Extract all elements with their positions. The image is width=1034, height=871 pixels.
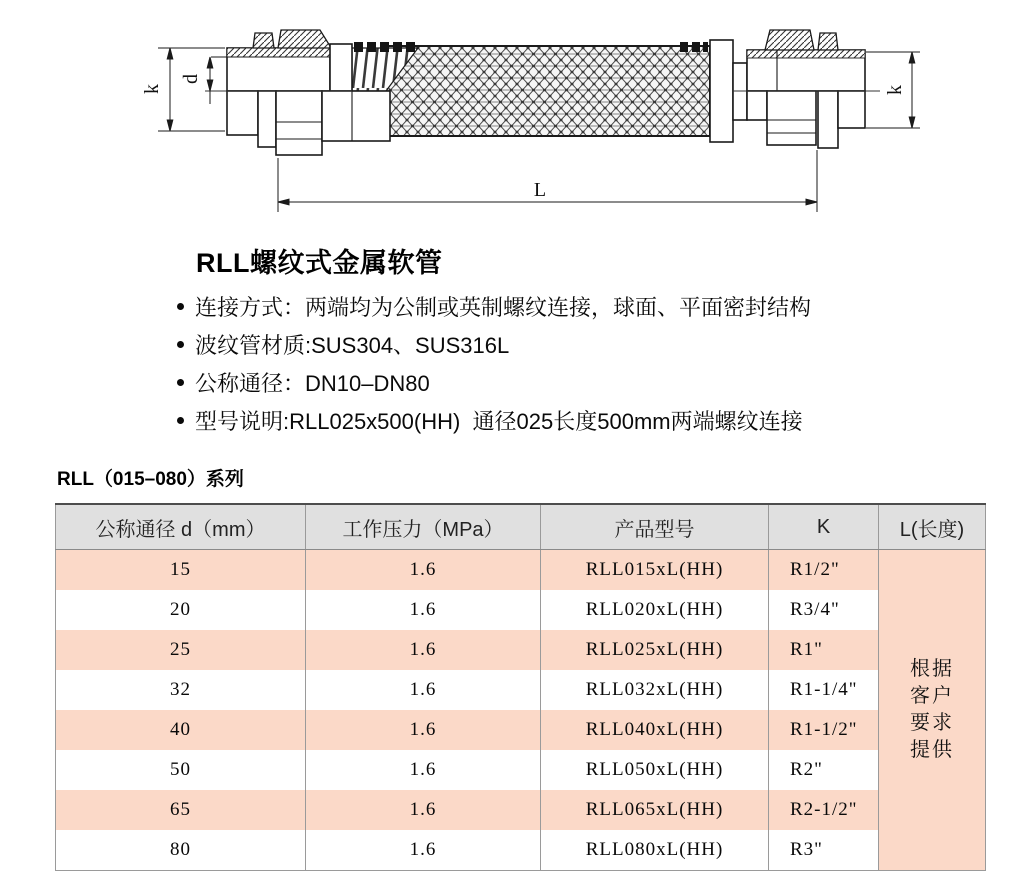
cell-model: RLL015xL(HH): [541, 550, 769, 591]
length-note-line: 根据: [910, 658, 954, 680]
list-item: [177, 363, 811, 401]
thread-profile: [818, 33, 838, 50]
cell-pressure: 1.6: [306, 550, 541, 591]
table-row: [56, 710, 986, 750]
bullet-text: 波纹管材质:SUS304、SUS316L: [195, 332, 510, 358]
cell-pressure: 1.6: [306, 790, 541, 830]
cell-model: RLL040xL(HH): [541, 710, 769, 750]
list-item: [177, 401, 811, 439]
table-row: [56, 550, 986, 591]
bullet-text: 连接方式：两端均为公制或英制螺纹连接，球面、平面密封结构: [195, 294, 812, 320]
bullet-text: 公称通径：DN10–DN80: [195, 370, 430, 396]
list-item: [177, 325, 811, 363]
cell-k: R1": [769, 630, 879, 670]
column-header-length: L(长度): [879, 504, 986, 550]
bullet-icon: [177, 417, 184, 424]
dimension-k-left: [141, 48, 225, 131]
thread-profile: [765, 30, 814, 50]
bullet-icon: [177, 379, 184, 386]
cell-diameter: 80: [170, 839, 191, 860]
cell-diameter: 65: [56, 790, 306, 830]
right-fitting: [710, 30, 880, 148]
thread-profile: [253, 33, 274, 48]
dimension-label-d: d: [180, 74, 202, 84]
cell-diameter: 32: [170, 679, 191, 700]
dimension-label-l: L: [533, 179, 547, 201]
cell-diameter: 25: [56, 630, 306, 670]
list-item: [177, 287, 811, 325]
column-header-model: 产品型号: [541, 504, 769, 550]
length-note-line: 提供: [910, 739, 954, 761]
cell-k: R2": [769, 750, 879, 790]
cell-model: RLL065xL(HH): [541, 790, 769, 830]
dimension-label-k-right: k: [884, 85, 906, 95]
page-title: RLL螺纹式金属软管: [196, 248, 443, 278]
table-row: [56, 670, 986, 710]
cell-pressure: 1.6: [306, 590, 541, 630]
cell-k: R2-1/2": [769, 790, 879, 830]
length-note-line: 客户: [910, 685, 954, 707]
column-header-k: K: [769, 504, 879, 550]
cell-model: RLL050xL(HH): [541, 750, 769, 790]
cell-pressure: 1.6: [306, 830, 541, 871]
bullet-icon: [177, 341, 184, 348]
cell-model: RLL025xL(HH): [541, 630, 769, 670]
table-row: [56, 590, 986, 630]
table-row: [56, 630, 986, 670]
cell-k: R3": [769, 830, 879, 871]
cell-diameter: 50: [170, 759, 191, 780]
dimension-k-right: [866, 52, 920, 128]
column-header-pressure: 工作压力（MPa）: [306, 504, 541, 550]
cell-k: R1-1/2": [769, 710, 879, 750]
cell-pressure: 1.6: [306, 750, 541, 790]
length-note-line: 要求: [910, 712, 954, 734]
braided-hose: [352, 42, 710, 136]
cell-k: R1/2": [769, 550, 879, 591]
table-row: [56, 830, 986, 871]
cell-length-note: [879, 550, 986, 871]
spec-table: [55, 503, 986, 871]
cell-pressure: 1.6: [306, 710, 541, 750]
bullet-icon: [177, 303, 184, 310]
cell-model: RLL020xL(HH): [541, 590, 769, 630]
dimension-label-k-left: k: [141, 84, 163, 94]
cell-diameter: 15: [56, 550, 306, 591]
cell-k: R3/4": [769, 590, 879, 630]
cell-pressure: 1.6: [306, 630, 541, 670]
thread-profile: [278, 30, 330, 48]
feature-list: [177, 287, 811, 439]
table-row: [56, 750, 986, 790]
cell-diameter: 40: [56, 710, 306, 750]
technical-drawing: [0, 0, 1034, 235]
cell-pressure: 1.6: [306, 670, 541, 710]
cell-k: R1-1/4": [769, 670, 879, 710]
bullet-text: 型号说明:RLL025x500(HH) 通径025长度500mm两端螺纹连接: [195, 408, 803, 434]
column-header-diameter: 公称通径 d（mm）: [56, 504, 306, 550]
table-row: [56, 790, 986, 830]
header-row: [56, 504, 986, 550]
cell-model: RLL032xL(HH): [541, 670, 769, 710]
cell-diameter: 20: [170, 599, 191, 620]
dimension-l: [278, 150, 817, 212]
cell-model: RLL080xL(HH): [541, 830, 769, 871]
table-caption: RLL（015–080）系列: [57, 469, 244, 490]
